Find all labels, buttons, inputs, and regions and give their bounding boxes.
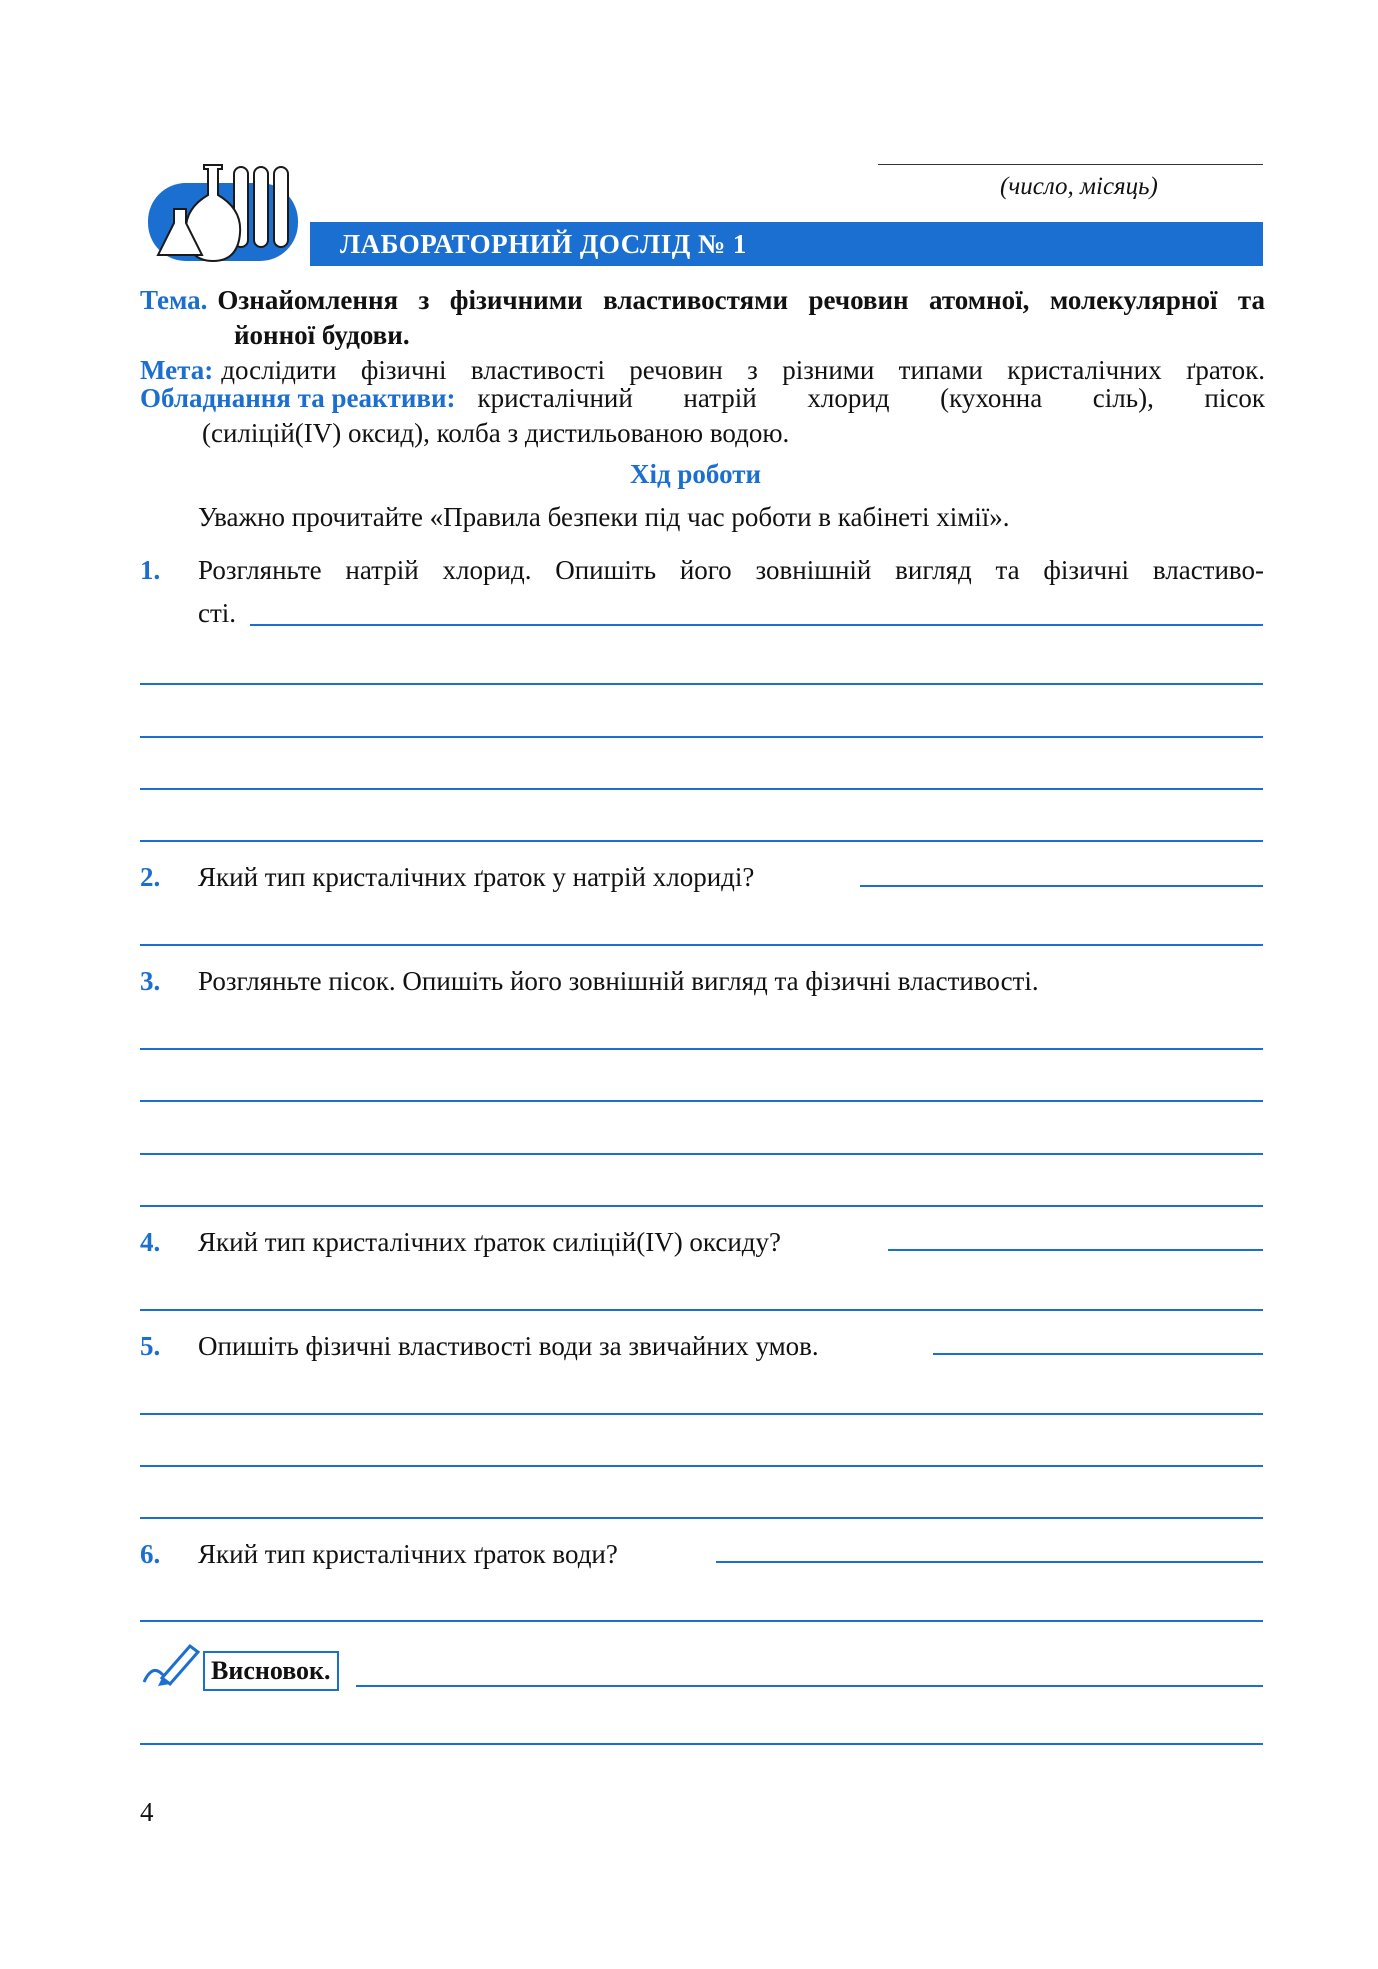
answer-line[interactable] [140,1100,1263,1102]
question-6-number: 6. [140,1539,161,1569]
question-2-number: 2. [140,862,161,892]
question-2-text: Який тип кристалічних ґраток у натрій хлориді? [198,862,755,892]
equipment-label: Обладнання та реактиви: [140,383,456,413]
topic-block [140,283,1265,318]
question-3-number: 3. [140,966,161,996]
question-5-text: Опишіть фізичні властивості води за звичайних умов. [198,1331,819,1361]
equipment-text-line-1: кристалічний натрій хлорид (кухонна сіль), пісок [477,383,1265,413]
question-5-number: 5. [140,1331,161,1361]
answer-line[interactable] [140,1743,1263,1745]
topic-label: Тема. [140,285,208,315]
goal-text: дослідити фізичні властивості речовин з різними типами кристалічних ґраток. [221,355,1265,385]
question-6-text: Який тип кристалічних ґраток води? [198,1539,618,1569]
pen-writing-icon [140,1640,200,1688]
answer-line[interactable] [140,1620,1263,1622]
answer-line[interactable] [888,1249,1263,1251]
answer-line[interactable] [140,1205,1263,1207]
question-1-number: 1. [140,555,161,585]
topic-text-line-1: Ознайомлення з фізичними властивостями речовин атомної, молекулярної та [217,285,1265,315]
question-4-text: Який тип кристалічних ґраток силіцій(IV) оксиду? [198,1227,782,1257]
goal-label: Мета: [140,355,214,385]
equipment-text-line-2: (силіцій(IV) оксид), колба з дистильованою водою. [202,418,790,448]
equipment-block [140,381,1265,416]
answer-line[interactable] [933,1353,1263,1355]
answer-line[interactable] [140,1517,1263,1519]
answer-line[interactable] [140,788,1263,790]
answer-line[interactable] [140,1048,1263,1050]
question-3-text: Розгляньте пісок. Опишіть його зовнішній вигляд та фізичні властивості. [198,966,1039,996]
answer-line[interactable] [140,1309,1263,1311]
answer-line[interactable] [140,683,1263,685]
date-caption: (число, місяць) [1000,173,1158,200]
lab-glassware-icon [146,163,306,268]
safety-note: Уважно прочитайте «Правила безпеки під час роботи в кабінеті хімії». [198,502,1010,532]
answer-line[interactable] [860,885,1263,887]
page-number: 4 [140,1797,154,1827]
answer-line[interactable] [356,1685,1263,1687]
question-4-number: 4. [140,1227,161,1257]
question-1-text: Розгляньте натрій хлорид. Опишіть його зовнішній вигляд та фізичні властиво- [198,555,1264,585]
answer-line[interactable] [716,1561,1263,1563]
lab-title-banner: ЛАБОРАТОРНИЙ ДОСЛІД № 1 [310,222,1263,266]
date-line[interactable] [878,164,1263,165]
answer-line[interactable] [140,1153,1263,1155]
question-1-text-line-2: сті. [198,598,237,628]
answer-line[interactable] [140,840,1263,842]
answer-line[interactable] [250,624,1263,626]
topic-text-line-2: йонної будови. [234,320,410,350]
conclusion-label: Висновок. [203,1651,339,1691]
answer-line[interactable] [140,1413,1263,1415]
answer-line[interactable] [140,944,1263,946]
answer-line[interactable] [140,1465,1263,1467]
procedure-heading: Хід роботи [630,459,762,489]
answer-line[interactable] [140,736,1263,738]
